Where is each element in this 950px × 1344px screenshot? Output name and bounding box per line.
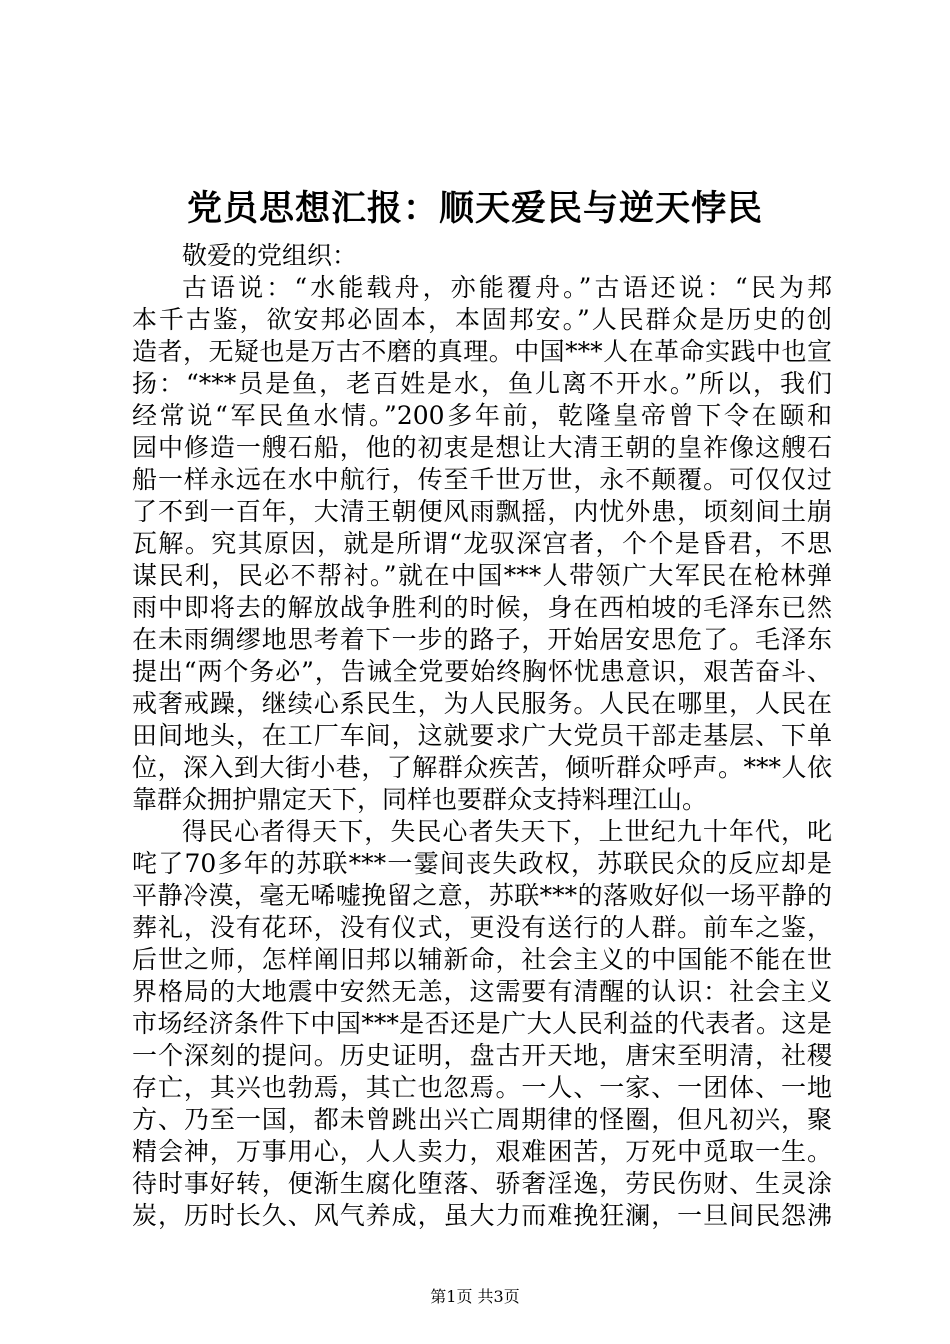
page-footer: 第1页 共3页 — [430, 1287, 520, 1306]
text-line: 田间地头，在工厂车间，这就要求广大党员干部走基层、下单 — [132, 721, 832, 750]
text-line: 戒奢戒躁，继续心系民生，为人民服务。人民在哪里，人民在 — [132, 689, 832, 718]
salutation: 敬爱的党组织： — [182, 241, 358, 270]
text-line: 扬：“***员是鱼，老百姓是水，鱼儿离不开水。”所以，我们 — [132, 369, 832, 398]
text-line: 一个深刻的提问。历史证明，盘古开天地，唐宋至明清，社稷 — [132, 1041, 832, 1070]
text-line: 靠群众拥护鼎定天下，同样也要群众支持料理江山。 — [132, 785, 708, 814]
text-line: 瓦解。究其原因，就是所谓“龙驭深宫者，个个是昏君，不思 — [132, 529, 832, 558]
text-line: 得民心者得天下，失民心者失天下，上世纪九十年代，叱 — [182, 817, 832, 846]
text-line: 炭，历时长久、风气养成，虽大力而难挽狂澜，一旦间民怨沸 — [132, 1201, 832, 1230]
text-line: 船一样永远在水中航行，传至千世万世，永不颠覆。可仅仅过 — [132, 465, 832, 494]
text-line: 存亡，其兴也勃焉，其亡也忽焉。一人、一家、一团体、一地 — [132, 1073, 832, 1102]
text-line: 经常说“军民鱼水情。”200多年前，乾隆皇帝曾下令在颐和 — [132, 401, 832, 430]
text-line: 界格局的大地震中安然无恙，这需要有清醒的认识：社会主义 — [132, 977, 832, 1006]
text-line: 待时事好转，便渐生腐化堕落、骄奢淫逸，劳民伤财、生灵涂 — [132, 1169, 832, 1198]
text-line: 位，深入到大街小巷，了解群众疾苦，倾听群众呼声。***人依 — [132, 753, 832, 782]
text-line: 造者，无疑也是万古不磨的真理。中国***人在革命实践中也宣 — [132, 337, 832, 366]
text-line: 方、乃至一国，都未曾跳出兴亡周期律的怪圈，但凡初兴，聚 — [132, 1105, 832, 1134]
text-line: 提出“两个务必”，告诫全党要始终胸怀忧患意识，艰苦奋斗、 — [132, 657, 832, 686]
text-line: 园中修造一艘石船，他的初衷是想让大清王朝的皇祚像这艘石 — [132, 433, 832, 462]
text-line: 谋民利，民必不帮衬。”就在中国***人带领广大军民在枪林弹 — [132, 561, 832, 590]
text-line: 雨中即将去的解放战争胜利的时候，身在西柏坡的毛泽东已然 — [132, 593, 832, 622]
text-line: 精会神，万事用心，人人卖力，艰难困苦，万死中觅取一生。 — [132, 1137, 832, 1166]
text-line: 后世之师，怎样阐旧邦以辅新命，社会主义的中国能不能在世 — [132, 945, 832, 974]
text-line: 市场经济条件下中国***是否还是广大人民利益的代表者。这是 — [132, 1009, 832, 1038]
text-line: 古语说：“水能载舟，亦能覆舟。”古语还说：“民为邦 — [182, 273, 832, 302]
text-line: 平静冷漠，毫无唏嘘挽留之意，苏联***的落败好似一场平静的 — [132, 881, 832, 910]
text-line: 本千古鉴，欲安邦必固本，本固邦安。”人民群众是历史的创 — [132, 305, 832, 334]
text-line: 葬礼，没有花环，没有仪式，更没有送行的人群。前车之鉴， — [132, 913, 832, 942]
text-line: 在未雨绸缪地思考着下一步的路子，开始居安思危了。毛泽东 — [132, 625, 832, 654]
document-title: 党员思想汇报：顺天爱民与逆天悖民 — [186, 188, 763, 229]
text-line: 了不到一百年，大清王朝便风雨飘摇，内忧外患，顷刻间土崩 — [132, 497, 832, 526]
text-line: 咤了70多年的苏联***一霎间丧失政权，苏联民众的反应却是 — [132, 849, 832, 878]
